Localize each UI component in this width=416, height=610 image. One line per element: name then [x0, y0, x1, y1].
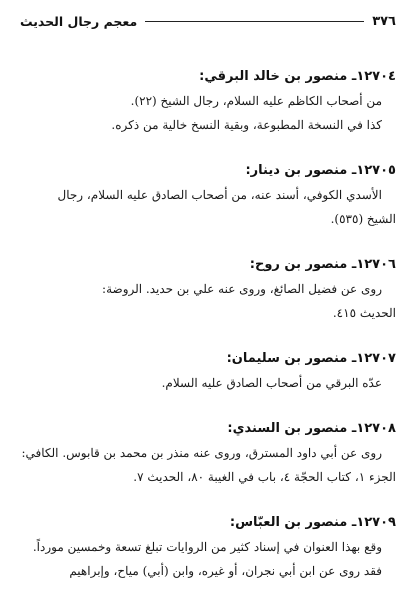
entry-text-line: كذا في النسخة المطبوعة، وبقية النسخ خالية من ذكره. — [111, 118, 382, 132]
entry-text-line: الشيخ (٥٣٥). — [330, 212, 396, 226]
entry-heading: ١٢٧٠٩ـ منصور بن العبّاس: — [229, 515, 396, 530]
entry-12707 — [14, 347, 396, 395]
entry-text-line: عدّه البرقي من أصحاب الصادق عليه السلام. — [161, 376, 382, 390]
entry-text-line: روى عن فضيل الصائغ، وروى عنه علي بن حديد. الروضة: — [102, 282, 382, 296]
entry-heading: ١٢٧٠٨ـ منصور بن السندي: — [227, 421, 396, 436]
entry-text-line: وقع بهذا العنوان في إسناد كثير من الروايات تبلغ تسعة وخمسين مورداً. — [32, 540, 382, 554]
entry-12709 — [14, 511, 396, 583]
entry-text-line: الأسدي الكوفي، أسند عنه، من أصحاب الصادق عليه السلام، رجال — [57, 188, 382, 202]
entry-text-line: الجزء ١، كتاب الحجّة ٤، باب في الغيبة ٨٠، الحديث ٧. — [133, 470, 396, 484]
entry-text-line: فقد روى عن ابن أبي نجران، أو غيره، وابن (أبي) مياح، وإبراهيم — [69, 564, 382, 578]
entry-12705 — [14, 159, 396, 231]
header-rule — [145, 21, 364, 22]
entry-text-line: من أصحاب الكاظم عليه السلام، رجال الشيخ (٢٢). — [130, 94, 382, 108]
entry-text-line: الحديث ٤١٥. — [332, 306, 396, 320]
entry-12706 — [14, 253, 396, 325]
entry-text-line: روى عن أبي داود المسترق، وروى عنه منذر بن محمد بن قابوس. الكافي: — [21, 446, 382, 460]
entries-list — [14, 65, 396, 583]
entry-heading: ١٢٧٠٥ـ منصور بن دينار: — [245, 163, 396, 178]
entry-12708 — [14, 417, 396, 489]
entry-12704 — [14, 65, 396, 137]
entry-heading: ١٢٧٠٤ـ منصور بن خالد البرقي: — [199, 69, 396, 84]
book-title: معجم رجال الحديث — [20, 13, 138, 29]
page-number: ٣٧٦ — [372, 13, 396, 29]
entry-heading: ١٢٧٠٧ـ منصور بن سليمان: — [226, 351, 396, 366]
entry-heading: ١٢٧٠٦ـ منصور بن روح: — [249, 257, 396, 272]
running-header — [20, 10, 396, 32]
